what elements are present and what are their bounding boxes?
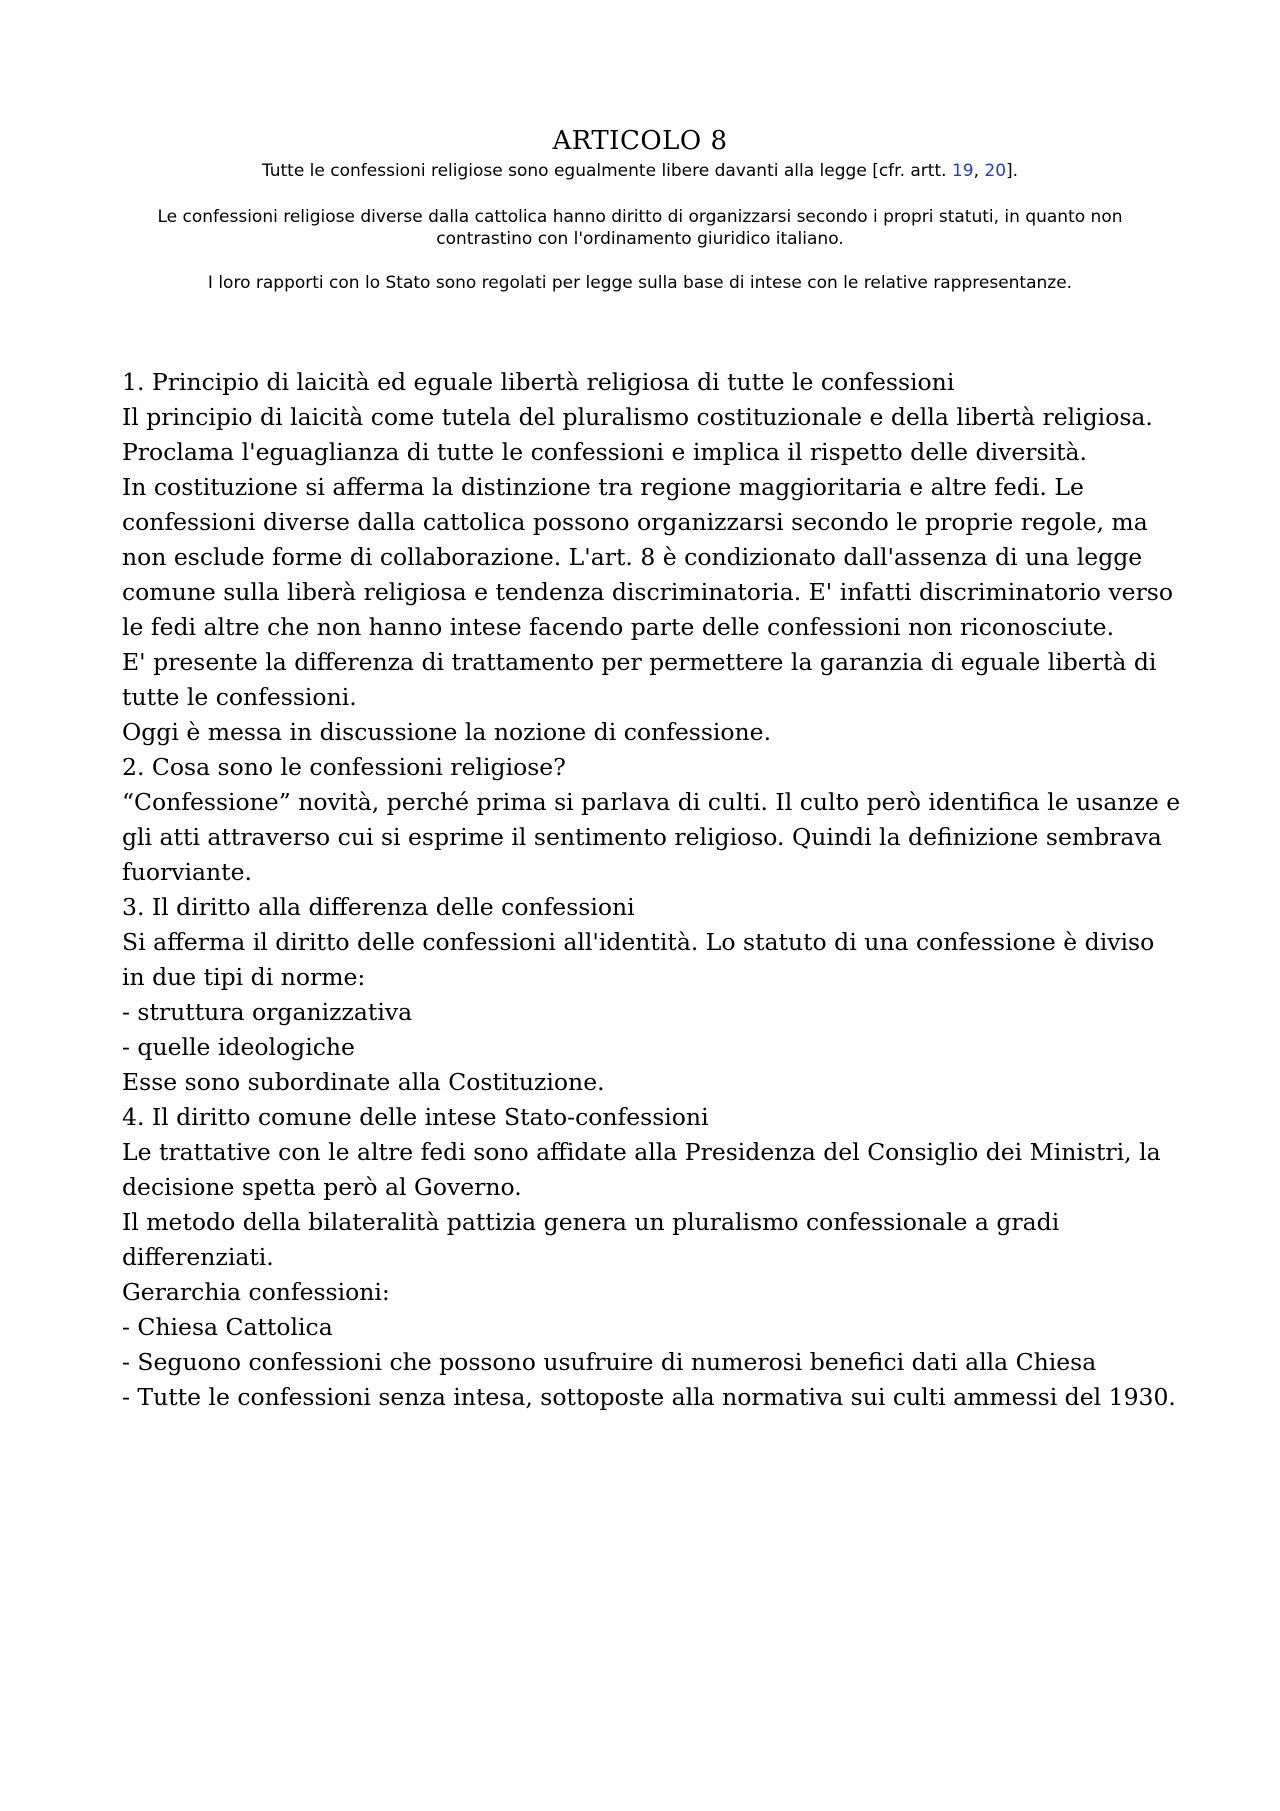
body-paragraph: E' presente la differenza di trattamento per permettere la garanzia di eguale libertà di tutte le confessioni. <box>122 648 1157 711</box>
article-19-link[interactable]: 19 <box>951 161 974 181</box>
body-paragraph: Oggi è messa in discussione la nozione di confessione. <box>122 718 772 746</box>
article-paragraph-1-text: Tutte le confessioni religiose sono egualmente libere davanti alla legge [cfr. artt. <box>261 161 952 181</box>
list-item: - Chiesa Cattolica <box>122 1313 333 1341</box>
section-heading-4: 4. Il diritto comune delle intese Stato-confessioni <box>122 1103 709 1131</box>
list-item: - Tutte le confessioni senza intesa, sottoposte alla normativa sui culti ammessi del 1930. <box>122 1383 1176 1411</box>
body-paragraph: Il metodo della bilateralità pattizia genera un pluralismo confessionale a gradi differenziati. <box>122 1208 1060 1271</box>
body-paragraph: “Confessione” novità, perché prima si parlava di culti. Il culto però identifica le usanze e gli atti attraverso cui si esprime il sentimento religioso. Quindi la definizione sembrava fuorviante. <box>122 788 1181 886</box>
article-20-link[interactable]: 20 <box>984 161 1007 181</box>
article-paragraph-1 <box>120 160 1160 182</box>
body-paragraph: Si afferma il diritto delle confessioni all'identità. Lo statuto di una confessione è diviso in due tipi di norme: <box>122 928 1155 991</box>
article-paragraph-3: I loro rapporti con lo Stato sono regolati per legge sulla base di intese con le relative rappresentanze. <box>207 273 1073 293</box>
body-paragraph: Le trattative con le altre fedi sono affidate alla Presidenza del Consiglio dei Ministri, la decisione spetta però al Governo. <box>122 1138 1161 1201</box>
body-paragraph: Gerarchia confessioni: <box>122 1278 390 1306</box>
section-heading-2: 2. Cosa sono le confessioni religiose? <box>122 753 566 781</box>
article-header <box>120 124 1160 294</box>
body-paragraph: Esse sono subordinate alla Costituzione. <box>122 1068 605 1096</box>
section-heading-1: 1. Principio di laicità ed eguale libertà religiosa di tutte le confessioni <box>122 368 955 396</box>
article-paragraph-1-suffix: ]. <box>1006 161 1019 181</box>
list-item: - quelle ideologiche <box>122 1033 355 1061</box>
article-paragraph-2: Le confessioni religiose diverse dalla cattolica hanno diritto di organizzarsi secondo i propri statuti, in quanto non contrastino con l'ordinamento giuridico italiano. <box>157 207 1123 249</box>
body-paragraph: Il principio di laicità come tutela del pluralismo costituzionale e della libertà religiosa. Proclama l'eguaglianza di tutte le confessioni e implica il rispetto delle diversità. <box>122 403 1153 466</box>
section-heading-3: 3. Il diritto alla differenza delle confessioni <box>122 893 635 921</box>
list-item: - struttura organizzativa <box>122 998 413 1026</box>
body-paragraph: In costituzione si afferma la distinzione tra regione maggioritaria e altre fedi. Le confessioni diverse dalla cattolica possono organizzarsi secondo le proprie regole, ma non esclude forme di collaborazione. L'art. 8 è condizionato dall'assenza di una legge comune sulla liberà religiosa e tendenza discriminatoria. E' infatti discriminatorio verso le fedi altre che non hanno intese facendo parte delle confessioni non riconosciute. <box>122 473 1174 641</box>
article-title: ARTICOLO 8 <box>552 126 728 156</box>
list-item: - Seguono confessioni che possono usufruire di numerosi benefici dati alla Chiesa <box>122 1348 1097 1376</box>
commentary-body <box>122 365 1182 1415</box>
link-separator: , <box>973 161 985 181</box>
